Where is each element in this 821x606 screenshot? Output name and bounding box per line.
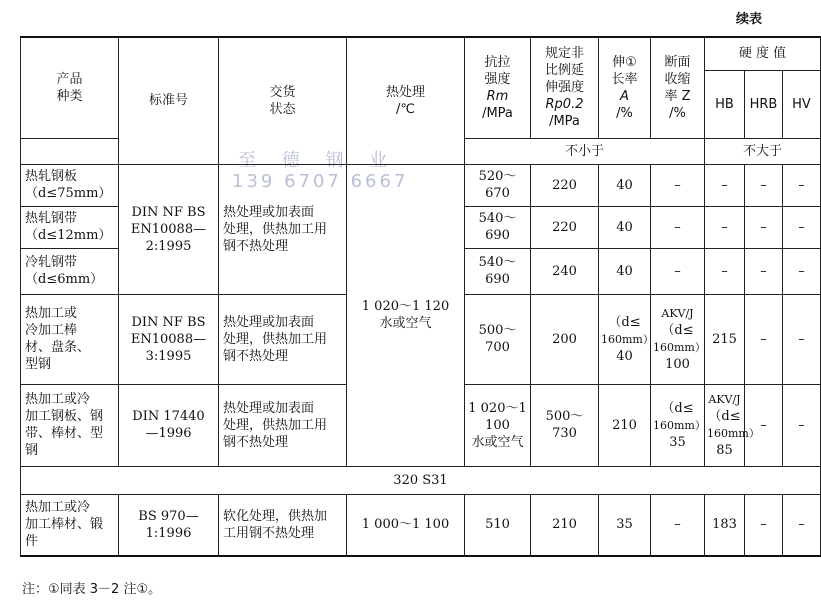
hb-cell: – xyxy=(705,164,745,206)
header-tensile: 抗拉 强度 Rm /MPa xyxy=(465,37,531,138)
header-not-less: 不小于 xyxy=(465,138,705,164)
hv-cell: – xyxy=(783,294,821,384)
watermark-phone: 139 6707 6667 xyxy=(232,171,409,192)
elongation-cell: 40 xyxy=(599,248,651,294)
yield-cell: 240 xyxy=(531,248,599,294)
header-hardness: 硬 度 值 xyxy=(705,37,821,70)
header-heat-treatment: 热处理 /℃ xyxy=(347,37,465,164)
delivery-cell: 热处理或加表面 处理，供热加工用 钢不热处理 xyxy=(219,164,347,294)
header-product-blank xyxy=(21,138,119,164)
standard-cell: BS 970— 1:1996 xyxy=(119,494,219,556)
tensile-cell: 500～ 700 xyxy=(465,294,531,384)
reduction-cell: AKV/J （d≤ 160mm） 100 xyxy=(651,294,705,384)
hv-cell: – xyxy=(783,248,821,294)
hrb-cell: – xyxy=(745,494,783,556)
elongation-cell: 40 xyxy=(599,206,651,248)
elongation-cell: 40 xyxy=(599,164,651,206)
header-delivery: 交货 状态 xyxy=(219,37,347,164)
elongation-cell: （d≤ 160mm） 40 xyxy=(599,294,651,384)
product-cell: 热轧钢板 （d≤75mm） xyxy=(21,164,119,206)
header-yield: 规定非 比例延 伸强度 Rp0.2 /MPa xyxy=(531,37,599,138)
tensile-cell: 500～ 730 xyxy=(531,384,599,466)
header-hrb: HRB xyxy=(745,70,783,138)
header-elongation: 伸① 长率 A /% xyxy=(599,37,651,138)
tensile-cell: 520～ 670 xyxy=(465,164,531,206)
reduction-cell: AKV/J （d≤ 160mm） 85 xyxy=(705,384,745,466)
reduction-cell: – xyxy=(651,164,705,206)
delivery-cell: 软化处理，供热加 工用钢不热处理 xyxy=(219,494,347,556)
tensile-cell: 540～ 690 xyxy=(465,206,531,248)
table-row xyxy=(21,164,821,206)
header-reduction: 断面 收缩 率 Z /% xyxy=(651,37,705,138)
hb-cell: – xyxy=(705,248,745,294)
hrb-cell: – xyxy=(745,248,783,294)
hrb-cell: – xyxy=(745,294,783,384)
hb-cell: 215 xyxy=(705,294,745,384)
header-standard: 标准号 xyxy=(119,37,219,164)
hb-cell: 183 xyxy=(705,494,745,556)
continued-label: 续表 xyxy=(735,12,762,27)
delivery-cell: 热处理或加表面 处理，供热加工用 钢不热处理 xyxy=(219,294,347,384)
hv-cell: – xyxy=(783,164,821,206)
standard-cell: DIN 17440 —1996 xyxy=(119,384,219,466)
footnote: 注：①同表 3－2 注①。 xyxy=(22,582,162,597)
reduction-cell: – xyxy=(651,206,705,248)
section-heading: 320 S31 xyxy=(21,466,821,494)
yield-cell: 210 xyxy=(599,384,651,466)
tensile-cell: 510 xyxy=(465,494,531,556)
watermark-name: 至 德 钢 业 xyxy=(238,150,398,171)
product-cell: 热加工或冷 加工钢板、钢 带、棒材、型 钢 xyxy=(21,384,119,466)
hv-cell: – xyxy=(783,206,821,248)
hrb-cell: – xyxy=(783,384,821,466)
delivery-cell: 热处理或加表面 处理，供热加工用 钢不热处理 xyxy=(219,384,347,466)
standard-cell: DIN NF BS EN10088— 3:1995 xyxy=(119,294,219,384)
heat-treatment-cell: 1 020～1 100 水或空气 xyxy=(465,384,531,466)
yield-cell: 200 xyxy=(531,294,599,384)
product-cell: 热加工或冷 加工棒材、锻 件 xyxy=(21,494,119,556)
yield-cell: 220 xyxy=(531,164,599,206)
hrb-cell: – xyxy=(745,164,783,206)
heat-treatment-cell: 1 000～1 100 xyxy=(347,494,465,556)
header-product: 产品 种类 xyxy=(21,37,119,138)
elongation-cell: 35 xyxy=(599,494,651,556)
hv-cell: – xyxy=(783,494,821,556)
yield-cell: 210 xyxy=(531,494,599,556)
yield-cell: 220 xyxy=(531,206,599,248)
tensile-cell: 540～ 690 xyxy=(465,248,531,294)
hrb-cell: – xyxy=(745,206,783,248)
product-cell: 热轧钢带 （d≤12mm） xyxy=(21,206,119,248)
heat-treatment-cell: 1 020～1 120 水或空气 xyxy=(347,164,465,466)
product-cell: 热加工或 冷加工棒 材、盘条、 型钢 xyxy=(21,294,119,384)
table-row xyxy=(21,494,821,556)
steel-properties-table xyxy=(20,36,821,557)
header-not-more: 不大于 xyxy=(705,138,821,164)
elongation-cell: （d≤ 160mm） 35 xyxy=(651,384,705,466)
hb-cell: – xyxy=(705,206,745,248)
product-cell: 冷轧钢带 （d≤6mm） xyxy=(21,248,119,294)
reduction-cell: – xyxy=(651,494,705,556)
standard-cell: DIN NF BS EN10088— 2:1995 xyxy=(119,164,219,294)
hb-cell: – xyxy=(745,384,783,466)
header-hv: HV xyxy=(783,70,821,138)
reduction-cell: – xyxy=(651,248,705,294)
header-hb: HB xyxy=(705,70,745,138)
